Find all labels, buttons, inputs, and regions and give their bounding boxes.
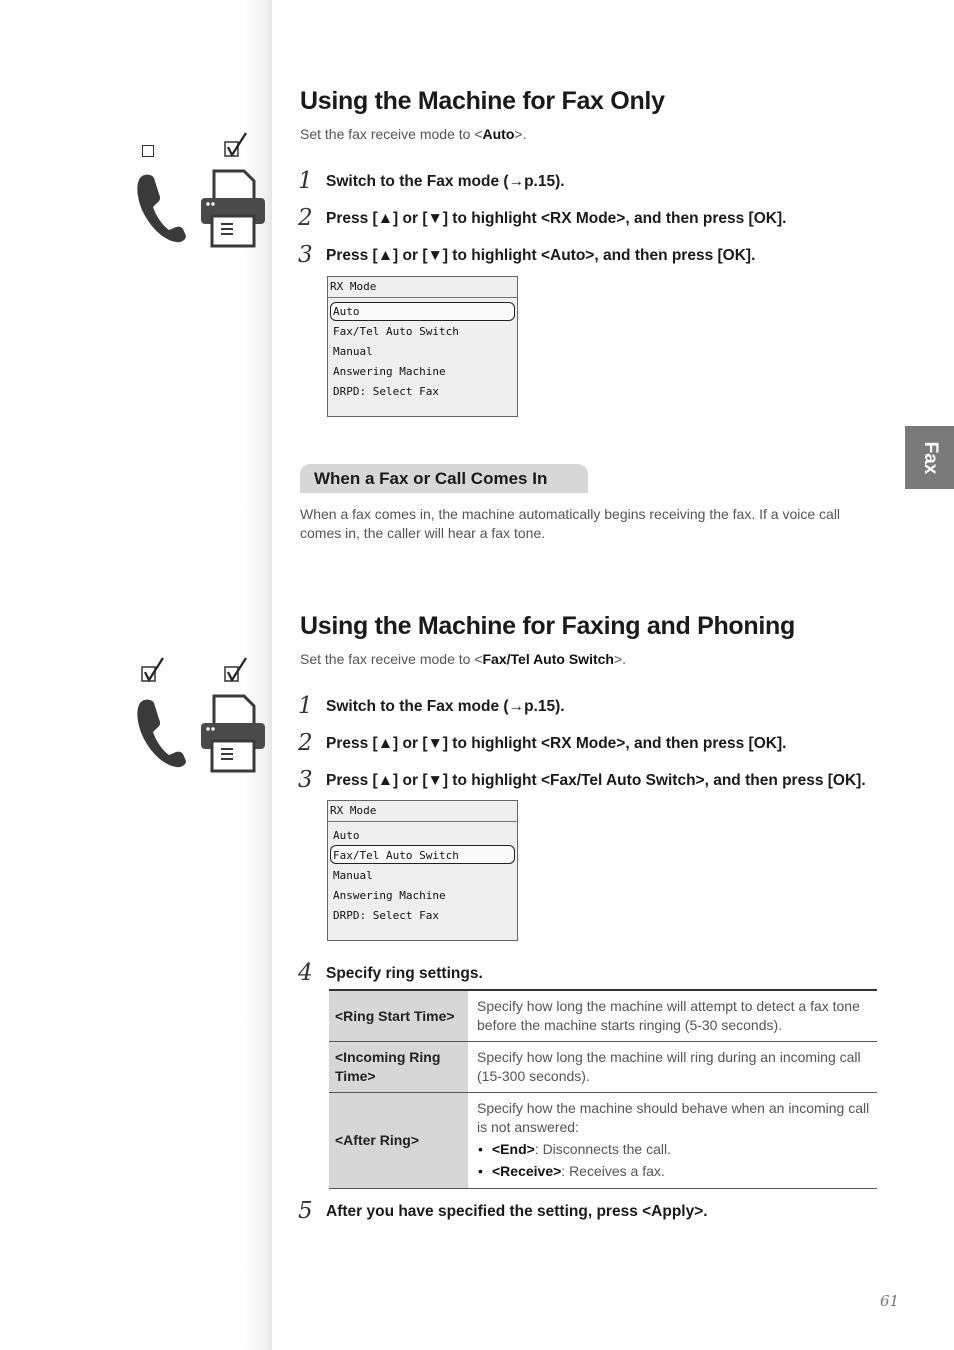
step [298,1198,708,1224]
subsection-text: When a fax comes in, the machine automatically begins receiving the fax. If a voice call comes in, the caller will hear a fax tone. [300,506,841,541]
intro-value: Auto [482,126,515,142]
step [298,730,786,756]
step-number: 1 [298,693,313,719]
step-number: 2 [298,205,313,231]
list-item [477,1138,871,1160]
fax-checked-box-icon [224,131,248,159]
lcd-item: DRPD: Select Fax [333,909,439,922]
fax-machine-icon [198,693,268,775]
step [298,960,483,986]
step-number: 4 [298,960,313,986]
phone-unchecked-box-icon [142,145,154,157]
option-description: : Disconnects the call. [534,1141,671,1157]
subsection-heading: When a Fax or Call Comes In [300,464,588,493]
section-title-fax-and-phone: Using the Machine for Faxing and Phoning [300,612,795,640]
step-number: 5 [298,1198,313,1224]
step [298,242,755,268]
lcd-item: Manual [333,869,373,882]
section-intro-fax-only [300,126,526,142]
step-number: 3 [298,767,313,793]
setting-name: <Incoming Ring Time> [329,1042,468,1093]
lcd-item: Answering Machine [333,365,446,378]
lcd-item: DRPD: Select Fax [333,385,439,398]
page-number: 61 [880,1292,900,1310]
intro-value: Fax/Tel Auto Switch [482,651,614,667]
phone-checked-box-icon [141,656,165,684]
setting-name: <After Ring> [329,1093,468,1189]
lcd-item: Fax/Tel Auto Switch [333,325,459,338]
table-row [329,1042,877,1093]
lcd-item: Fax/Tel Auto Switch [333,849,459,862]
step-text: After you have specified the setting, press <Apply>. [326,1203,708,1220]
step-text: Switch to the Fax mode (→p.15). [326,698,565,715]
lcd-screen [327,276,518,417]
lcd-title: RX Mode [330,804,377,817]
step-text: Press [▲] or [▼] to highlight <RX Mode>, and then press [OK]. [326,210,787,227]
lcd-item: Manual [333,345,373,358]
option-description: : Receives a fax. [561,1163,665,1179]
setting-description: Specify how long the machine will ring during an incoming call (15-300 seconds). [468,1042,877,1093]
section-intro-fax-and-phone [300,651,626,667]
intro-prefix: Set the fax receive mode to < [300,126,483,142]
phone-icon [134,697,190,771]
step-text: Press [▲] or [▼] to highlight <Auto>, and then press [OK]. [326,247,756,264]
lcd-item: Auto [333,829,360,842]
step [298,205,786,231]
lcd-divider [328,821,517,822]
step [298,168,565,194]
phone-icon [134,172,190,246]
setting-description: Specify how long the machine will attempt to detect a fax tone before the machine starts ringing (5-30 seconds). [468,990,877,1042]
step [298,693,565,719]
step-text: Switch to the Fax mode (→p.15). [326,173,565,190]
lcd-title: RX Mode [330,280,377,293]
intro-suffix: >. [613,651,627,667]
lcd-divider [328,297,517,298]
side-tab-label: Fax [919,441,941,474]
list-item [477,1160,871,1182]
lcd-item: Answering Machine [333,889,446,902]
lcd-screen [327,800,518,941]
intro-suffix: >. [514,126,527,142]
step-text: Press [▲] or [▼] to highlight <Fax/Tel Auto Switch>, and then press [OK]. [326,772,866,789]
option-list [477,1138,871,1182]
table-row [329,990,877,1042]
intro-prefix: Set the fax receive mode to < [300,651,483,667]
step-number: 1 [298,168,313,194]
setting-name: <Ring Start Time> [329,990,468,1042]
table-row [329,1093,877,1189]
side-chapter-tab [905,426,954,489]
step-number: 2 [298,730,313,756]
section-title-fax-only: Using the Machine for Fax Only [300,87,665,115]
option-label: <Receive> [492,1163,562,1179]
step-text: Specify ring settings. [326,965,483,982]
setting-description-cell [468,1093,877,1189]
lcd-item: Auto [333,305,360,318]
step-text: Press [▲] or [▼] to highlight <RX Mode>, and then press [OK]. [326,735,787,752]
option-label: <End> [492,1141,535,1157]
setting-description: Specify how the machine should behave when an incoming call is not answered: [477,1100,870,1135]
step [298,767,866,793]
fax-checked-box-icon [224,656,248,684]
fax-machine-icon [198,168,268,250]
step-number: 3 [298,242,313,268]
ring-settings-table [329,989,877,1189]
